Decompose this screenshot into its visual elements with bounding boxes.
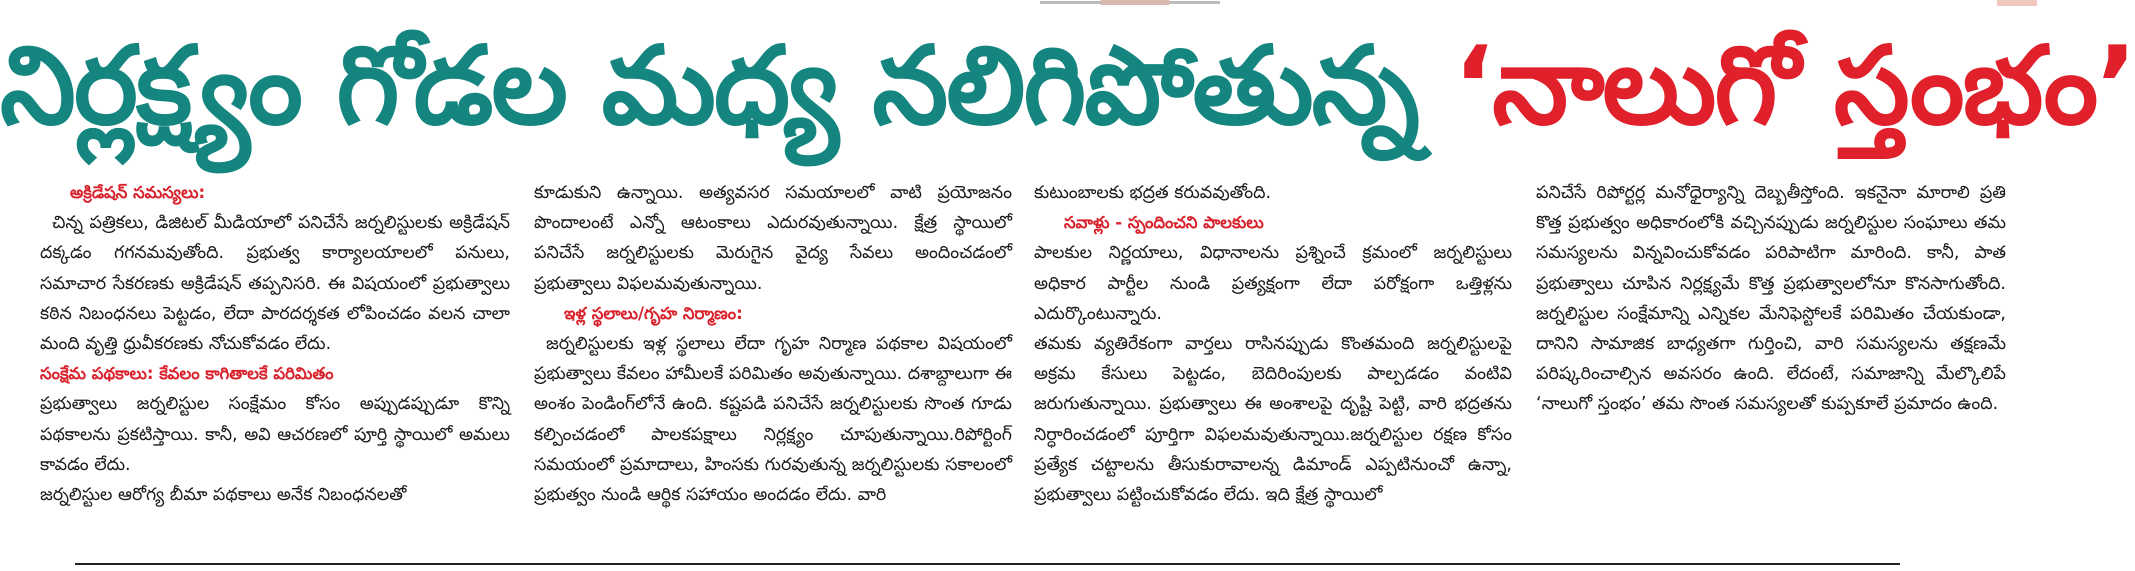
article-body: [40, 178, 2006, 558]
paragraph: పనిచేసే రిపోర్టర్ల మనోధైర్యాన్ని దెబ్బతీస్తోంది. ఇకనైనా మారాలి ప్రతి కొత్త ప్రభుత్వం అధికారంలోకి వచ్చినప్పుడు జర్నలిస్టుల సంఘాలు తమ సమస్యలను విన్నవించుకోవడం పరిపాటిగా మారింది. కానీ, పాత ప్రభుత్వాలు చూపిన నిర్లక్ష్యమే కొత్త ప్రభుత్వాలలోనూ కొనసాగుతోంది. జర్నలిస్టుల సంక్షేమాన్ని ఎన్నికల మేనిఫెస్టోలకే పరిమితం చేయకుండా, దానిని సామాజిక బాధ్యతగా గుర్తించి, వారి సమస్యలను తక్షణమే పరిష్కరించాల్సిన అవసరం ఉంది. లేదంటే, సమాజాన్ని మేల్కొలిపే ‘నాలుగో స్తంభం’ తమ సొంత సమస్యలతో కుప్పకూలే ప్రమాదం ఉంది.: [1536, 183, 2006, 415]
paragraph: పాలకుల నిర్ణయాలు, విధానాలను ప్రశ్నించే క్రమంలో జర్నలిస్టులు అధికార పార్టీల నుండి ప్రత్యక్షంగా లేదా పరోక్షంగా ఒత్తిళ్లను ఎదుర్కొంటున్నారు.: [1034, 243, 1512, 324]
headline-main: నిర్లక్ష్యం గోడల మధ్య నలిగిపోతున్న: [0, 24, 1454, 149]
masthead-fragment: [1040, 0, 1270, 8]
paragraph: కుటుంబాలకు భద్రత కరువవుతోంది.: [1034, 183, 1272, 203]
paragraph: జర్నలిస్టులకు ఇళ్ల స్థలాలు లేదా గృహ నిర్మాణ పథకాల విషయంలో ప్రభుత్వాలు కేవలం హామీలకే పరిమితం అవుతున్నాయి. దశాబ్దాలుగా ఈ అంశం పెండింగ్‌లోనే ఉంది. కష్టపడి పనిచేసే జర్నలిస్టులకు సొంత గూడు కల్పించడంలో పాలకపక్షాలు నిర్లక్ష్యం చూపుతున్నాయి.రిపోర్టింగ్ సమయంలో ప్రమాదాలు, హింసకు గురవుతున్న జర్నలిస్టులకు సకాలంలో ప్రభుత్వం నుండి ఆర్థిక సహాయం అందడం లేదు. వారి: [534, 334, 1012, 506]
column-2: [534, 178, 1012, 558]
paragraph: కూడుకుని ఉన్నాయి. అత్యవసర సమయాలలో వాటి ప్రయోజనం పొందాలంటే ఎన్నో ఆటంకాలు ఎదురవుతున్నాయి. క్షేత్ర స్థాయిలో పనిచేసే జర్నలిస్టులకు మెరుగైన వైద్య సేవలు అందించడంలో ప్రభుత్వాలు విఫలమవుతున్నాయి.: [534, 183, 1012, 294]
paragraph: జర్నలిస్టుల ఆరోగ్య బీమా పథకాలు అనేక నిబంధనలతో: [40, 485, 407, 506]
subheading-housing: ఇళ్ల స్థలాలు/గృహ నిర్మాణం:: [564, 303, 743, 323]
article-headline: [0, 24, 2135, 149]
column-3: [1034, 178, 1512, 558]
paragraph: ప్రభుత్వాలు జర్నలిస్టుల సంక్షేమం కోసం అప్పుడప్పుడూ కొన్ని పథకాలను ప్రకటిస్తాయి. కానీ, అవి ఆచరణలో పూర్తి స్థాయిలో అమలు కావడం లేదు.: [40, 394, 510, 475]
column-1: [40, 178, 510, 558]
paragraph: తమకు వ్యతిరేకంగా వార్తలు రాసినప్పుడు కొంతమంది జర్నలిస్టులపై అక్రమ కేసులు పెట్టడం, బెదిరింపులకు పాల్పడడం వంటివి జరుగుతున్నాయి. ప్రభుత్వాలు ఈ అంశాలపై దృష్టి పెట్టి, వారి భద్రతను నిర్ధారించడంలో పూర్తిగా విఫలమవుతున్నాయి.జర్నలిస్టుల రక్షణ కోసం ప్రత్యేక చట్టాలను తీసుకురావాలన్న డిమాండ్ ఎప్పటినుంచో ఉన్నా, ప్రభుత్వాలు పట్టించుకోవడం లేదు. ఇది క్షేత్ర స్థాయిలో: [1034, 334, 1512, 506]
subheading-welfare: సంక్షేమ పథకాలు: కేవలం కాగితాలకే పరిమితం: [40, 364, 334, 384]
bottom-divider: [75, 563, 1900, 565]
masthead-logo-fragment: [1100, 0, 1170, 5]
corner-mark: [1997, 0, 2037, 6]
column-4: [1536, 178, 2006, 558]
subheading-challenges: సవాళ్లు - స్పందించని పాలకులు: [1064, 213, 1264, 233]
subheading-accreditation: అక్రిడేషన్ సమస్యలు:: [70, 183, 206, 202]
paragraph: చిన్న పత్రికలు, డిజిటల్ మీడియాలో పనిచేసే జర్నలిస్టులకు అక్రిడేషన్ దక్కడం గగనమవుతోంది. ప్రభుత్వ కార్యాలయాలలో పనులు, సమాచార సేకరణకు అక్రిడేషన్ తప్పనిసరి. ఈ విషయంలో ప్రభుత్వాలు కఠిన నిబంధనలు పెట్టడం, లేదా పారదర్శకత లోపించడం వలన చాలా మంది వృత్తి ధ్రువీకరణకు నోచుకోవడం లేదు.: [40, 213, 510, 355]
headline-quote: ‘నాలుగో స్తంభం’: [1453, 24, 2135, 149]
